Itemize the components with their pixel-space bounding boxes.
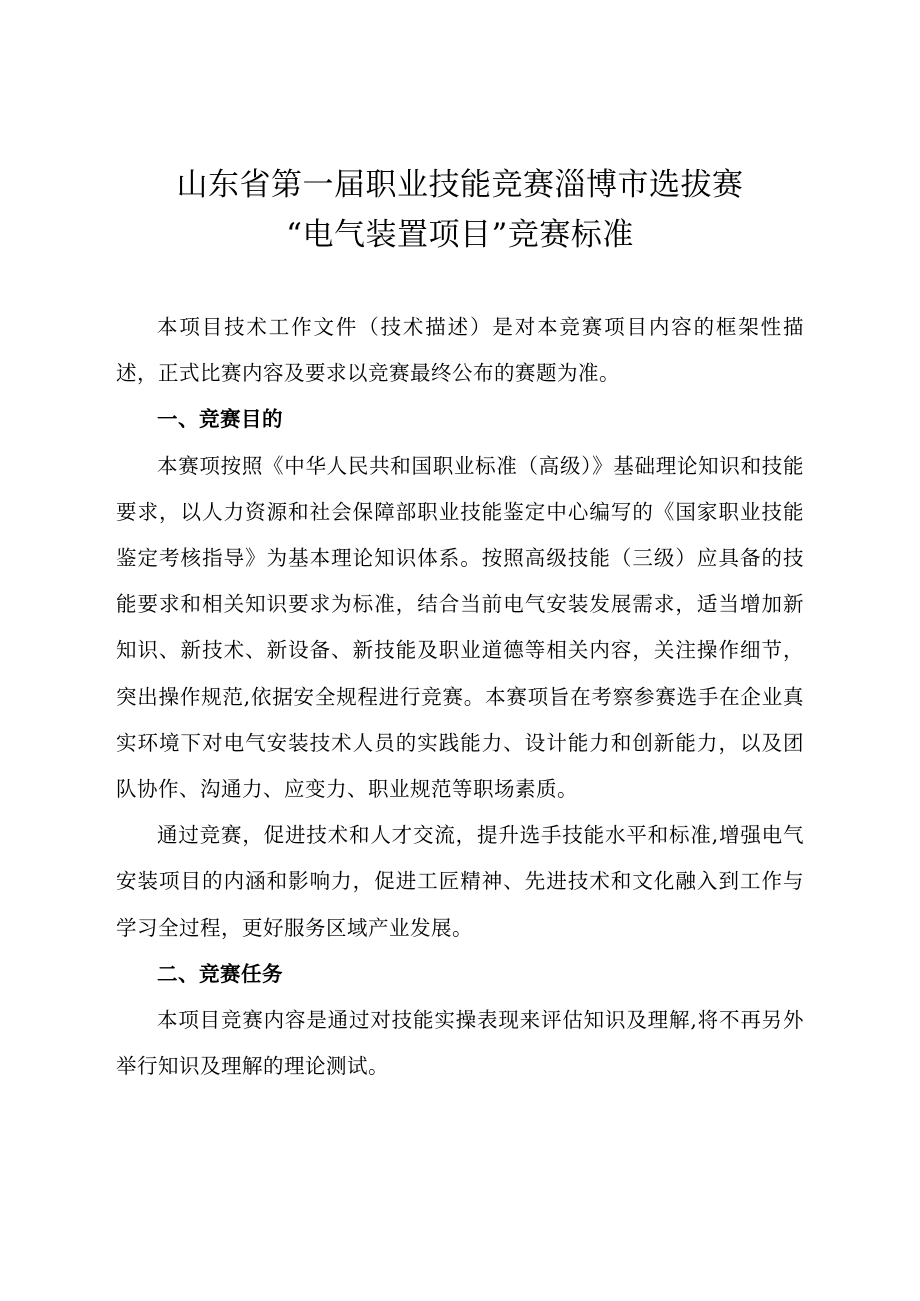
section-2-heading: 二、竞赛任务 [157,961,283,986]
intro-paragraph: 本项目技术工作文件（技术描述）是对本竞赛项目内容的框架性描述，正式比赛内容及要求以竞赛最终公布的赛题为准。 [116,315,804,386]
title-line-1: 山东省第一届职业技能竞赛淄博市选拔赛 [176,167,744,203]
title-line-2: “电气装置项目”竞赛标准 [286,217,634,253]
section-2-paragraph-1: 本项目竞赛内容是通过对技能实操表现来评估知识及理解,将不再另外举行知识及理解的理论测试。 [116,1008,804,1079]
section-1-heading: 一、竞赛目的 [157,407,283,432]
document-title [0,160,920,260]
section-1-paragraph-2: 通过竞赛，促进技术和人才交流，提升选手技能水平和标准,增强电气安装项目的内涵和影响力，促进工匠精神、先进技术和文化融入到工作与学习全过程，更好服务区域产业发展。 [116,823,804,940]
section-1-paragraph-1: 本赛项按照《中华人民共和国职业标准（高级）》基础理论知识和技能要求，以人力资源和社会保障部职业技能鉴定中心编写的《国家职业技能鉴定考核指导》为基本理论知识体系。按照高级技能（三级）应具备的技能要求和相关知识要求为标准，结合当前电气安装发展需求，适当增加新知识、新技术、新设备、新技能及职业道德等相关内容，关注操作细节，突出操作规范,依据安全规程进行竞赛。本赛项旨在考察参赛选手在企业真实环境下对电气安装技术人员的实践能力、设计能力和创新能力，以及团队协作、沟通力、应变力、职业规范等职场素质。 [116,453,804,802]
document-body [116,304,804,1089]
